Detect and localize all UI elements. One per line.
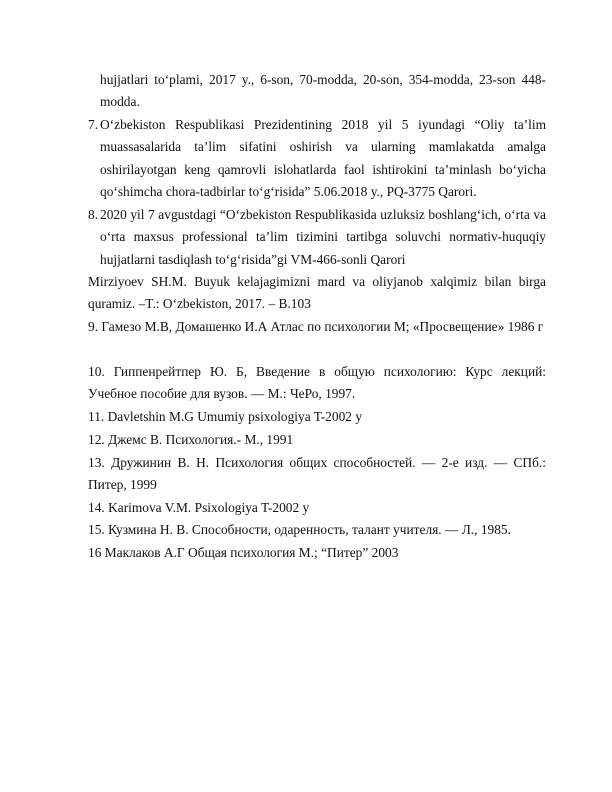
reference-item-12: 12. Джемс В. Психология.- М., 1991 [88, 432, 294, 447]
reference-item-13: 13. Дружинин В. Н. Психология общих способностей. — 2-е изд. — СПб.: Питер, 1999 [88, 455, 546, 493]
reference-item-11: 11. Davletshin M.G Umumiy psixologiya T-2002 y [88, 409, 363, 424]
reference-number-8: 8. [88, 207, 99, 222]
reference-item-6-continuation: hujjatlari to‘plami, 2017 y., 6-son, 70-modda, 20-son, 354-modda, 23-son 448-modda. [100, 72, 546, 110]
reference-item-9: 9. Гамезо М.В, Домашенко И.А Атлас по психологии М; «Просвещение» 1986 г [88, 319, 544, 334]
reference-item-15: 15. Кузмина Н. В. Способности, одаренность, талант учителя. — Л., 1985. [88, 522, 511, 537]
reference-item-16: 16 Маклаков А.Г Общая психология М.; “Питер” 2003 [88, 545, 399, 560]
reference-number-7: 7. [88, 117, 99, 132]
reference-mirziyoev: Mirziyoev SH.M. Buyuk kelajagimizni mard va oliyjanob xalqimiz bilan birga quramiz. –T.: O‘zbekiston, 2017. – B.103 [88, 274, 546, 312]
reference-item-7: O‘zbekiston Respublikasi Prezidentining 2018 yil 5 iyundagi “Oliy ta’lim muassasalarida ta’lim sifatini oshirish va ularning mamlakatda amalga oshirilayotgan keng qamrovli islohatlarda faol ishtirokini ta’minlash bo‘yicha qo‘shimcha chora-tadbirlar to‘g‘risida” 5.06.2018 y., PQ-3775 Qarori. [100, 117, 546, 200]
reference-item-10: 10. Гиппенрейтпер Ю. Б, Введение в общую психологию: Курс лекций: Учебное пособие для вузов. — М.: ЧеРо, 1997. [88, 364, 546, 402]
reference-item-14: 14. Karimova V.M. Psixologiya T-2002 y [88, 500, 310, 515]
reference-item-8: 2020 yil 7 avgustdagi “O‘zbekiston Respublikasida uzluksiz boshlang‘ich, o‘rta va o‘rta maxsus professional ta’lim tizimini tartibga soluvchi normativ-huquqiy hujjatlarni tasdiqlash to‘g‘risida”gi VM-466-sonli Qarori [100, 207, 546, 267]
